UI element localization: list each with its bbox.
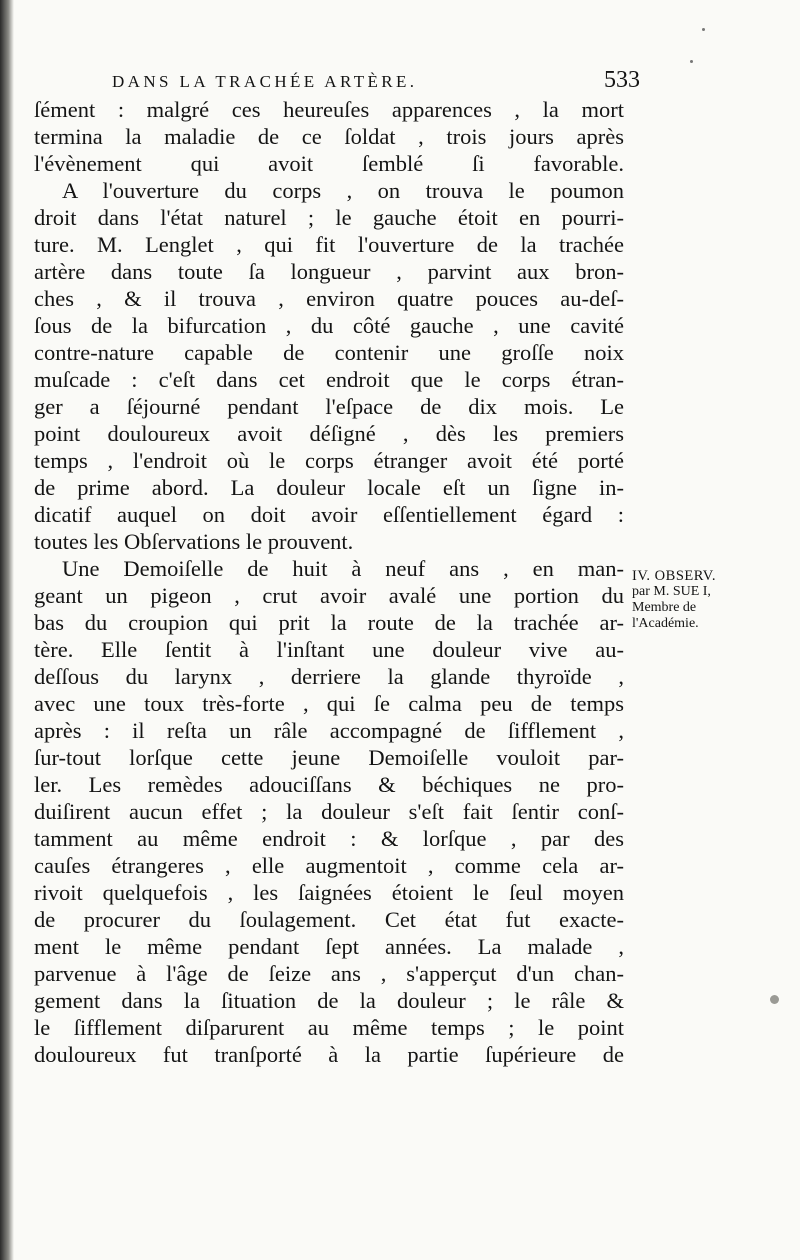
text-line: ſous de la bifurcation , du côté gauche , une cavité — [34, 313, 624, 338]
paper-speck — [770, 995, 779, 1004]
text-line: de prime abord. La douleur locale eſt un ſigne in- — [34, 475, 624, 500]
margin-note-line: par M. SUE I, — [632, 584, 711, 599]
margin-note-line: l'Académie. — [632, 616, 699, 631]
text-line: A l'ouverture du corps , on trouva le poumon — [62, 178, 624, 203]
text-line: douloureux fut tranſporté à la partie ſupérieure de — [34, 1042, 624, 1067]
text-line: cauſes étrangeres , elle augmentoit , comme cela ar- — [34, 853, 624, 878]
text-line: ment le même pendant ſept années. La malade , — [34, 934, 624, 959]
paper-speck — [690, 60, 693, 63]
text-line: muſcade : c'eſt dans cet endroit que le corps étran- — [34, 367, 624, 392]
text-line: après : il reſta un râle accompagné de ſifflement , — [34, 718, 624, 743]
text-line: l'évènement qui avoit ſemblé ſi favorable. — [34, 151, 624, 176]
margin-note-line: IV. OBSERV. — [632, 568, 716, 584]
text-line: tère. Elle ſentit à l'inſtant une douleur vive au- — [34, 637, 624, 662]
page-number: 533 — [604, 67, 640, 93]
text-line: termina la maladie de ce ſoldat , trois jours après — [34, 124, 624, 149]
text-line: contre-nature capable de contenir une groſſe noix — [34, 340, 624, 365]
page-gutter-shadow — [0, 0, 14, 1260]
text-line: temps , l'endroit où le corps étranger avoit été porté — [34, 448, 624, 473]
text-line: deſſous du larynx , derriere la glande thyroïde , — [34, 664, 624, 689]
text-line: dicatif auquel on doit avoir eſſentiellement égard : — [34, 502, 624, 527]
text-line: de procurer du ſoulagement. Cet état fut exacte- — [34, 907, 624, 932]
text-line: ler. Les remèdes adouciſſans & béchiques ne pro- — [34, 772, 624, 797]
text-line: ger a ſéjourné pendant l'eſpace de dix mois. Le — [34, 394, 624, 419]
text-line: parvenue à l'âge de ſeize ans , s'apperçut d'un chan- — [34, 961, 624, 986]
paper-speck — [702, 28, 705, 31]
text-line: ſur-tout lorſque cette jeune Demoiſelle vouloit par- — [34, 745, 624, 770]
margin-note-line: Membre de — [632, 600, 697, 615]
text-line: duiſirent aucun effet ; la douleur s'eſt fait ſentir conſ- — [34, 799, 624, 824]
text-line: toutes les Obſervations le prouvent. — [34, 529, 354, 554]
text-line: avec une toux très-forte , qui ſe calma peu de temps — [34, 691, 624, 716]
text-line: geant un pigeon , crut avoir avalé une portion du — [34, 583, 624, 608]
text-line: artère dans toute ſa longueur , parvint aux bron- — [34, 259, 624, 284]
margin-note — [632, 568, 772, 632]
text-line: ſément : malgré ces heureuſes apparences , la mort — [34, 97, 624, 122]
text-line: le ſifflement diſparurent au même temps ; le point — [34, 1015, 624, 1040]
text-line: gement dans la ſituation de la douleur ; le râle & — [34, 988, 624, 1013]
text-line: ture. M. Lenglet , qui fit l'ouverture de la trachée — [34, 232, 624, 257]
text-line: tamment au même endroit : & lorſque , par des — [34, 826, 624, 851]
text-line: rivoit quelquefois , les ſaignées étoient le ſeul moyen — [34, 880, 624, 905]
text-line: point douloureux avoit déſigné , dès les premiers — [34, 421, 624, 446]
text-line: ches , & il trouva , environ quatre pouces au-deſ- — [34, 286, 624, 311]
text-line: droit dans l'état naturel ; le gauche étoit en pourri- — [34, 205, 624, 230]
text-line: bas du croupion qui prit la route de la trachée ar- — [34, 610, 624, 635]
running-title: DANS LA TRACHÉE ARTÈRE. — [112, 72, 418, 91]
page-header — [112, 67, 640, 96]
text-line: Une Demoiſelle de huit à neuf ans , en man- — [62, 556, 624, 581]
